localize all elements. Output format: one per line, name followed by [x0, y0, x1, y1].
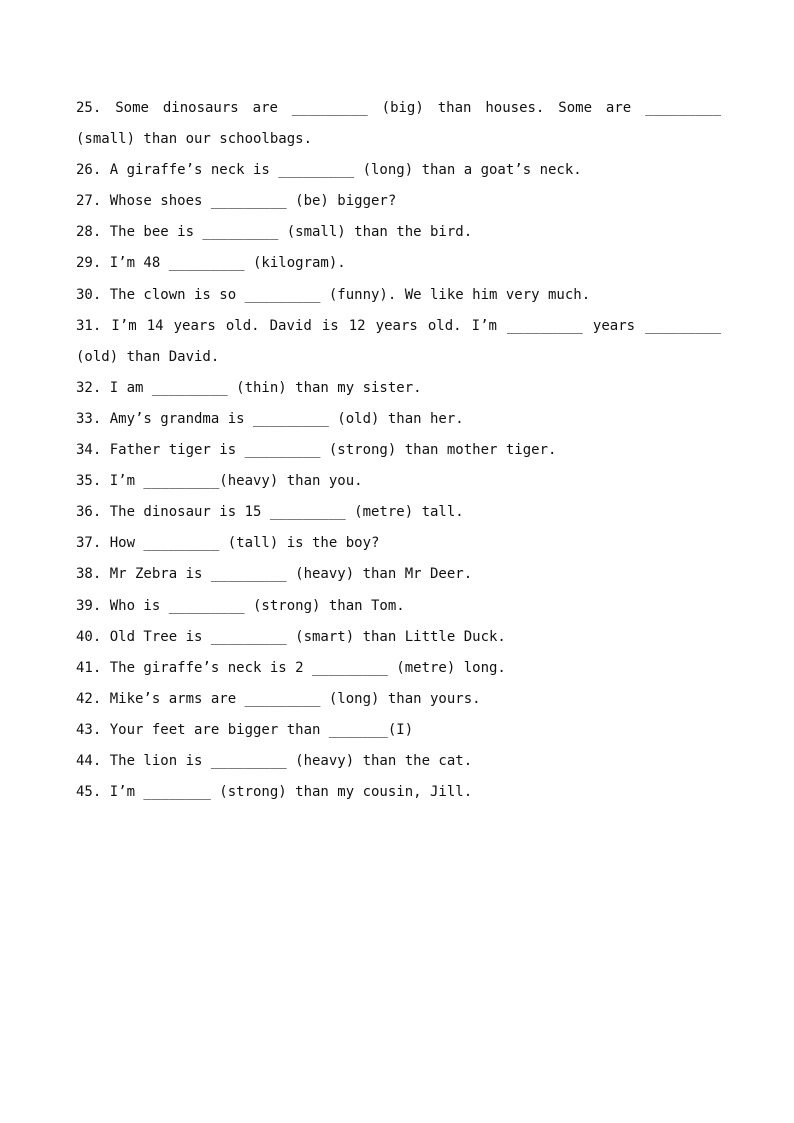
question-38: 38. Mr Zebra is _________ (heavy) than Mr Deer.	[76, 566, 473, 583]
question-34: 34. Father tiger is _________ (strong) than mother tiger.	[76, 442, 557, 459]
question-44: 44. The lion is _________ (heavy) than the cat.	[76, 752, 473, 769]
question-31: 31. I’m 14 years old. David is 12 years old. I’m _________ years _________ (old) than David.	[76, 317, 721, 365]
question-30: 30. The clown is so _________ (funny). We like him very much.	[76, 286, 591, 303]
question-36: 36. The dinosaur is 15 _________ (metre) tall.	[76, 504, 464, 521]
question-list	[76, 93, 721, 808]
question-39: 39. Who is _________ (strong) than Tom.	[76, 597, 405, 614]
question-35: 35. I’m _________(heavy) than you.	[76, 473, 363, 490]
question-43: 43. Your feet are bigger than _______(I)	[76, 721, 414, 738]
question-32: 32. I am _________ (thin) than my sister.	[76, 379, 422, 396]
question-25: 25. Some dinosaurs are _________ (big) than houses. Some are _________ (small) than our schoolbags.	[76, 100, 721, 148]
question-33: 33. Amy’s grandma is _________ (old) than her.	[76, 410, 464, 427]
question-40: 40. Old Tree is _________ (smart) than Little Duck.	[76, 628, 506, 645]
question-41: 41. The giraffe’s neck is 2 _________ (metre) long.	[76, 659, 506, 676]
question-42: 42. Mike’s arms are _________ (long) than yours.	[76, 690, 481, 707]
question-45: 45. I’m ________ (strong) than my cousin, Jill.	[76, 784, 473, 801]
question-29: 29. I’m 48 _________ (kilogram).	[76, 255, 346, 272]
question-26: 26. A giraffe’s neck is _________ (long) than a goat’s neck.	[76, 162, 582, 179]
question-37: 37. How _________ (tall) is the boy?	[76, 535, 380, 552]
question-27: 27. Whose shoes _________ (be) bigger?	[76, 193, 397, 210]
question-28: 28. The bee is _________ (small) than the bird.	[76, 224, 473, 241]
